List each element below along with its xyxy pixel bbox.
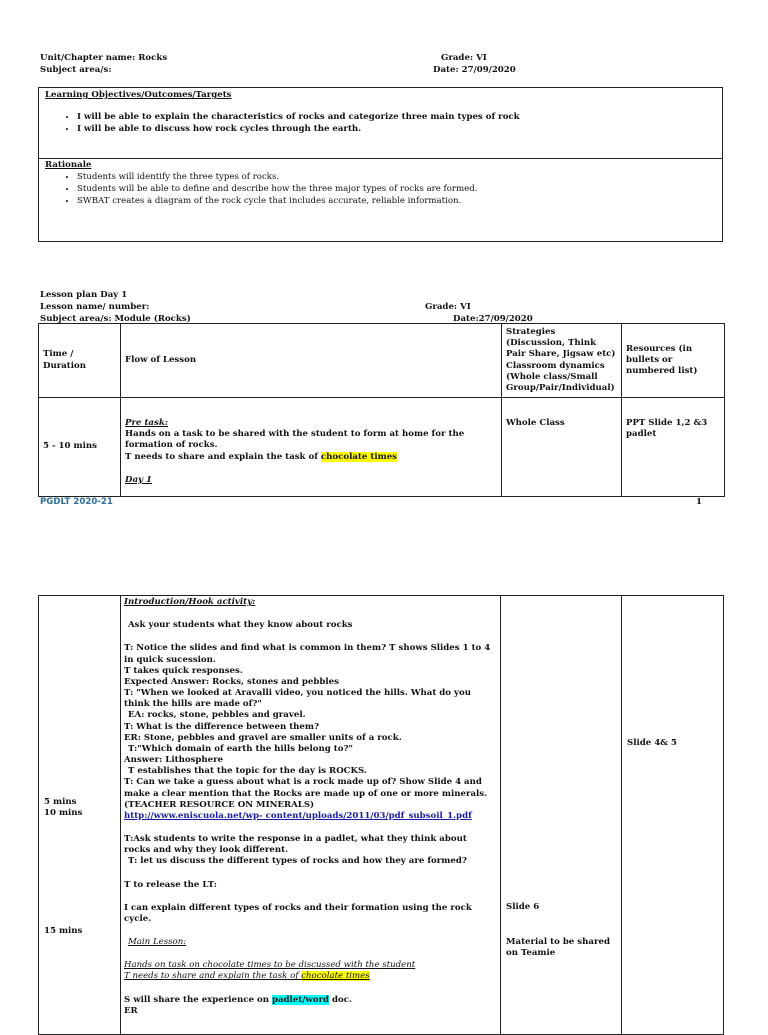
header-flow: Flow of Lesson (121, 324, 502, 398)
subject-area-2: Subject area/s: Module (Rocks) (40, 314, 191, 324)
pre-task-line2 (125, 452, 497, 463)
chocolate-times-highlight-2: chocolate times (301, 971, 370, 982)
objectives-title: Learning Objectives/Outcomes/Targets (45, 90, 232, 100)
s-will-text: S will share the experience on (124, 994, 272, 1005)
day-label: Day 1 (125, 474, 152, 485)
unit-name: Unit/Chapter name: Rocks (40, 53, 168, 63)
rationale-item: • Students will identify the three types of rocks. (77, 172, 477, 183)
subject-area: Subject area/s: (40, 65, 112, 75)
flow-line-11: T: Can we take a guess about what is a rock made up of? Show Slide 4 and make a clear mention that the Rocks are made up of one or more minerals. (124, 777, 488, 799)
flow-line-10: T establishes that the topic for the day is ROCKS. (128, 766, 367, 777)
rationale-list (43, 172, 477, 209)
er-label: ER (124, 1005, 138, 1016)
time-15-mins: 15 mins (44, 926, 83, 936)
time-10-mins: 10 mins (44, 808, 83, 818)
hands-on-task: Hands on task on chocolate times to be discussed with the student (124, 960, 416, 971)
slide-4-5: Slide 4& 5 (627, 738, 677, 748)
objective-item: • I will be able to explain the characteristics of rocks and categorize three main types of rock (77, 112, 520, 123)
main-lesson-label: Main Lesson: (128, 937, 187, 948)
row1-time: 5 - 10 mins (39, 398, 121, 497)
flow-line-12: (TEACHER RESOURCE ON MINERALS) (124, 799, 315, 810)
footer-label: PGDLT 2020-21 (40, 497, 113, 507)
rationale-title: Rationale (45, 160, 92, 170)
flow-content (124, 597, 496, 1017)
t-needs-line (124, 971, 496, 982)
header-strategies: Strategies (Discussion, Think Pair Share, Jigsaw etc) Classroom dynamics (Whole class/Small Group/Pair/Individual) (502, 324, 622, 398)
flow-line-14: T: let us discuss the different types of rocks and how they are formed? (128, 856, 467, 867)
lesson-name: Lesson name/ number: (40, 302, 150, 312)
objective-item: • I will be able to discuss how rock cycles through the earth. (77, 124, 520, 135)
row1-flow (121, 398, 502, 497)
minerals-resource-link[interactable]: http://www.eniscuola.net/wp- content/uploads/2011/03/pdf_subsoil_1.pdf (124, 810, 472, 821)
flow-line-5: EA: rocks, stone, pebbles and gravel. (128, 710, 306, 721)
s-will-share (124, 995, 496, 1006)
padlet-word-highlight: padlet/word (271, 994, 330, 1005)
date-2: Date:27/09/2020 (453, 314, 533, 324)
pre-task-line1: Hands on a task to be shared with the student to form at home for the formation of rocks. (125, 429, 465, 451)
ask-students: Ask your students what they know about rocks (128, 620, 353, 631)
header-time: Time / Duration (39, 324, 121, 398)
time-5-mins: 5 mins (44, 797, 77, 807)
flow-line-3: Expected Answer: Rocks, stones and pebbles (124, 676, 339, 687)
objectives-list (43, 112, 520, 136)
flow-line-8: T:"Which domain of earth the hills belong to?" (128, 743, 353, 754)
date: Date: 27/09/2020 (433, 65, 516, 75)
flow-line-7: ER: Stone, pebbles and gravel are smaller units of a rock. (124, 732, 402, 743)
objectives-rationale-box (38, 87, 723, 242)
row1-strategy: Whole Class (502, 398, 622, 497)
doc-text: doc. (329, 994, 353, 1005)
grade-2: Grade: VI (425, 302, 471, 312)
row1-resources: PPT Slide 1,2 &3 padlet (622, 398, 725, 497)
flow-line-4: T: "When we looked at Aravalli video, you noticed the hills. What do you think the hills are made of?" (124, 688, 471, 710)
lesson-table-continued (38, 595, 724, 1035)
flow-line-2: T takes quick responses. (124, 665, 243, 676)
flow-line-16: I can explain different types of rocks and their formation using the rock cycle. (124, 902, 472, 924)
rationale-item: • Students will be able to define and describe how the three major types of rocks are formed. (77, 184, 477, 195)
flow-line-1: T: Notice the slides and find what is common in them? T shows Slides 1 to 4 in quick sucession. (124, 643, 491, 665)
header-resources: Resources (in bullets or numbered list) (622, 324, 725, 398)
rationale-item: • SWBAT creates a diagram of the rock cycle that includes accurate, reliable information. (77, 196, 477, 207)
page-number: 1 (696, 497, 702, 507)
intro-hook-label: Introduction/Hook activity: (124, 597, 256, 607)
pre-task-label: Pre task: (125, 418, 168, 428)
t-needs-text: T needs to share and explain the task of (124, 971, 302, 982)
pre-task-line2-text: T needs to share and explain the task of (125, 451, 321, 462)
lesson-plan-day: Lesson plan Day 1 (40, 290, 128, 300)
flow-line-15: T to release the LT: (124, 879, 217, 890)
lesson-table (38, 323, 725, 497)
material-teamie: Material to be shared on Teamie (506, 937, 610, 959)
chocolate-times-highlight: chocolate times (320, 451, 397, 462)
flow-line-6: T: What is the difference between them? (124, 721, 320, 732)
flow-line-9: Answer: Lithosphere (124, 755, 224, 766)
flow-line-13: T:Ask students to write the response in a padlet, what they think about rocks and why they look different. (124, 834, 467, 856)
grade: Grade: VI (441, 53, 487, 63)
slide-6: Slide 6 (506, 902, 540, 912)
